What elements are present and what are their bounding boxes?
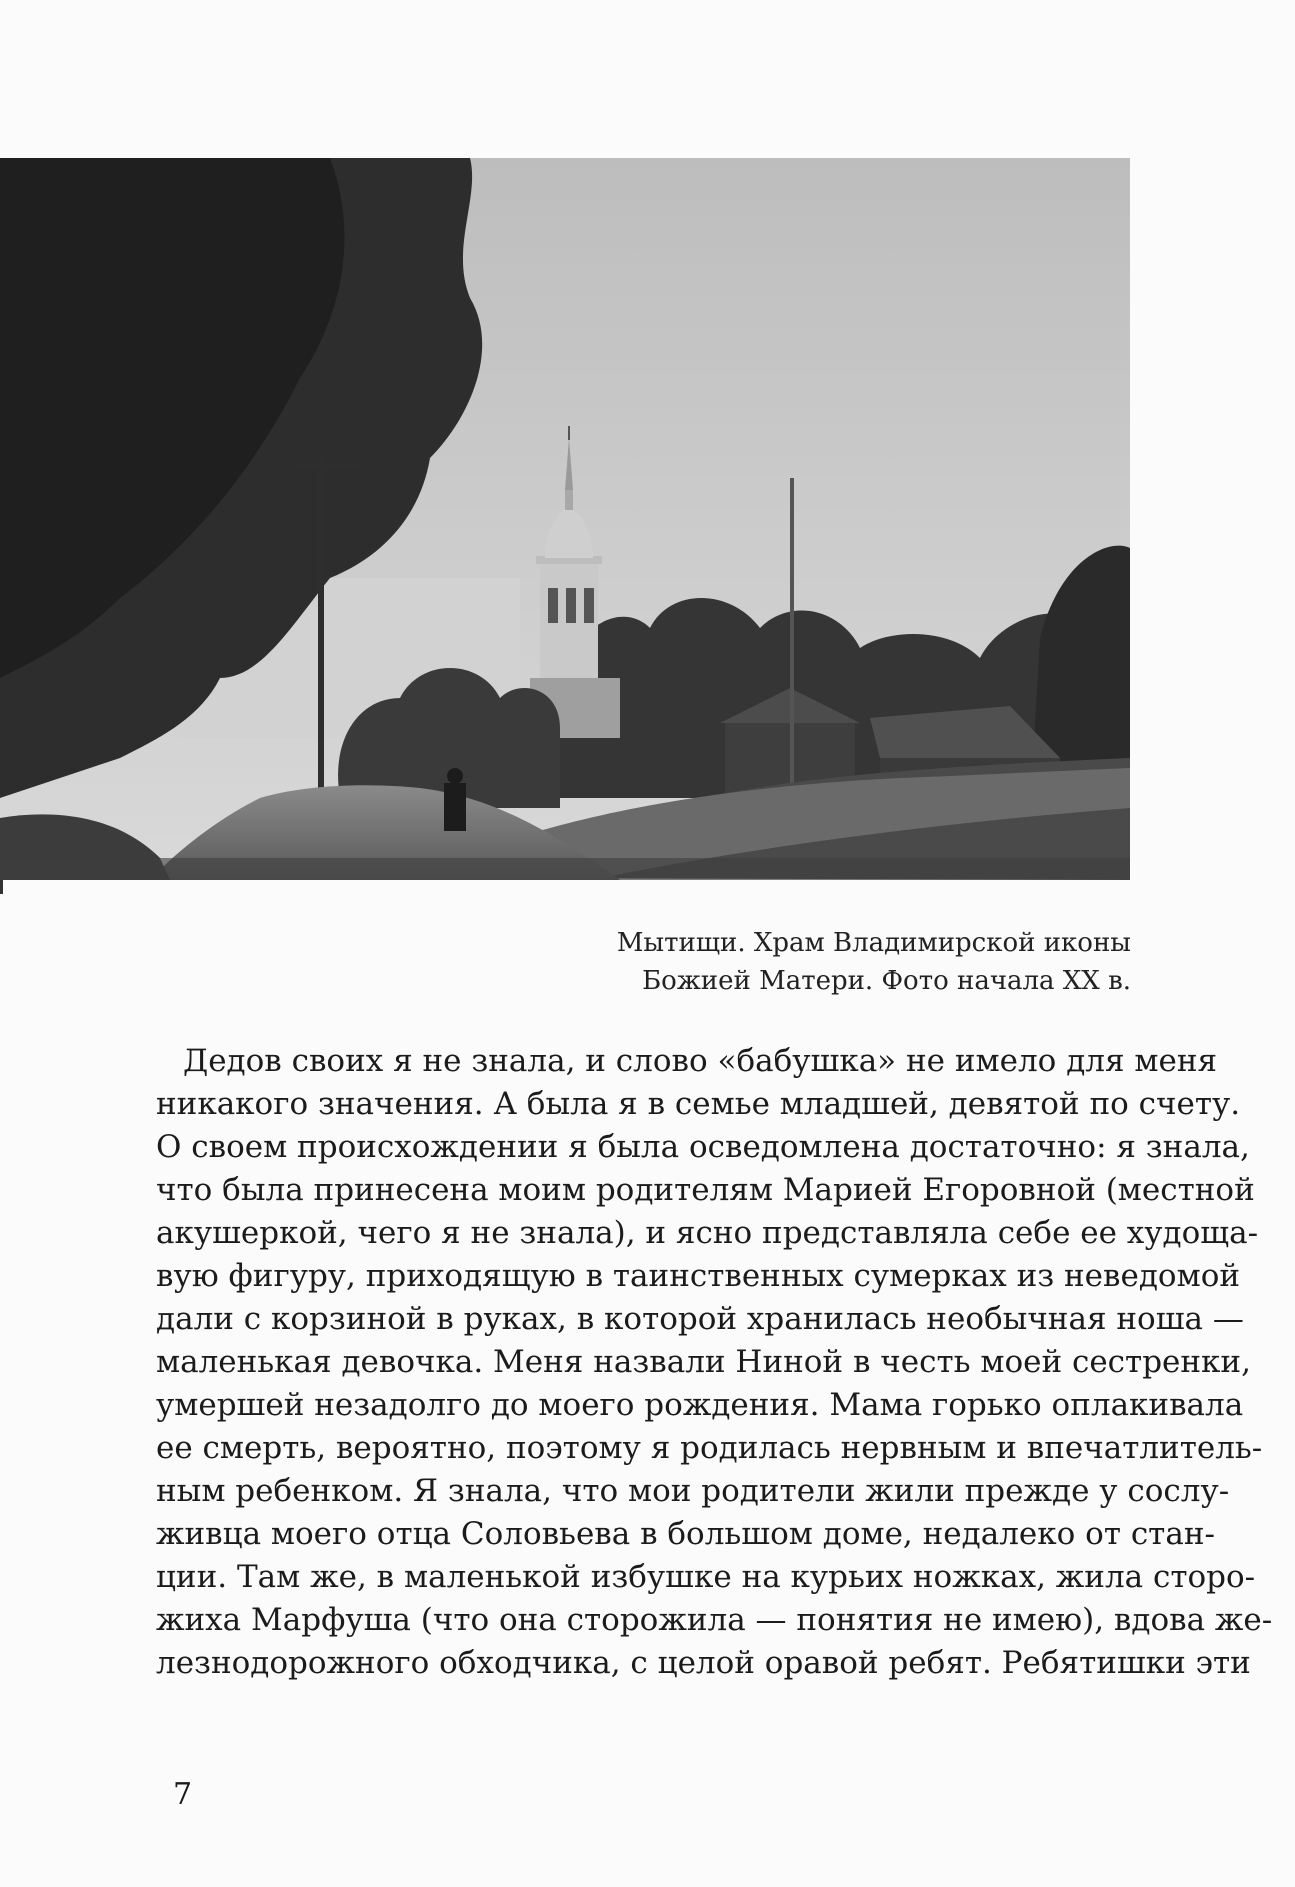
text-line: что была принесена моим родителям Марией Егоровной (местной [156, 1172, 1255, 1208]
text-line: О своем происхождении я была осведомлена достаточно: я знала, [156, 1129, 1250, 1165]
text-line: вую фигуру, приходящую в таинственных сумерках из неведомой [156, 1258, 1241, 1294]
scan-mark [0, 880, 3, 894]
caption-line: Мытищи. Храм Владимирской иконы [616, 928, 1131, 958]
church-street-photograph [0, 158, 1130, 880]
text-line: Дедов своих я не знала, и слово «бабушка» не имело для меня [183, 1043, 1218, 1079]
text-line: никакого значения. А была я в семье младшей, девятой по счету. [156, 1086, 1241, 1122]
page-number: 7 [173, 1777, 193, 1812]
text-line: лезнодорожного обходчика, с целой оравой ребят. Ребятишки эти [156, 1645, 1251, 1681]
text-line: маленькая девочка. Меня назвали Ниной в честь моей сестренки, [156, 1344, 1251, 1380]
text-line: дали с корзиной в руках, в которой хранилась необычная ноша — [156, 1301, 1244, 1337]
text-line: акушеркой, чего я не знала), и ясно представляла себе ее худоща- [156, 1215, 1259, 1251]
text-line: жиха Марфуша (что она сторожила — понятия не имею), вдова же- [156, 1602, 1273, 1638]
text-line: живца моего отца Соловьева в большом доме, недалеко от стан- [156, 1516, 1215, 1552]
text-line: ным ребенком. Я знала, что мои родители жили прежде у сослу- [156, 1473, 1230, 1509]
photograph-church-street-icon [0, 158, 1130, 880]
caption-line: Божией Матери. Фото начала XX в. [642, 966, 1131, 996]
body-paragraph [156, 1040, 1273, 1685]
text-line: умершей незадолго до моего рождения. Мама горько оплакивала [156, 1387, 1244, 1423]
photo-caption [431, 924, 1131, 1000]
text-line: ее смерть, вероятно, поэтому я родилась нервным и впечатлитель- [156, 1430, 1263, 1466]
text-line: ции. Там же, в маленькой избушке на курьих ножках, жила сторо- [156, 1559, 1256, 1595]
